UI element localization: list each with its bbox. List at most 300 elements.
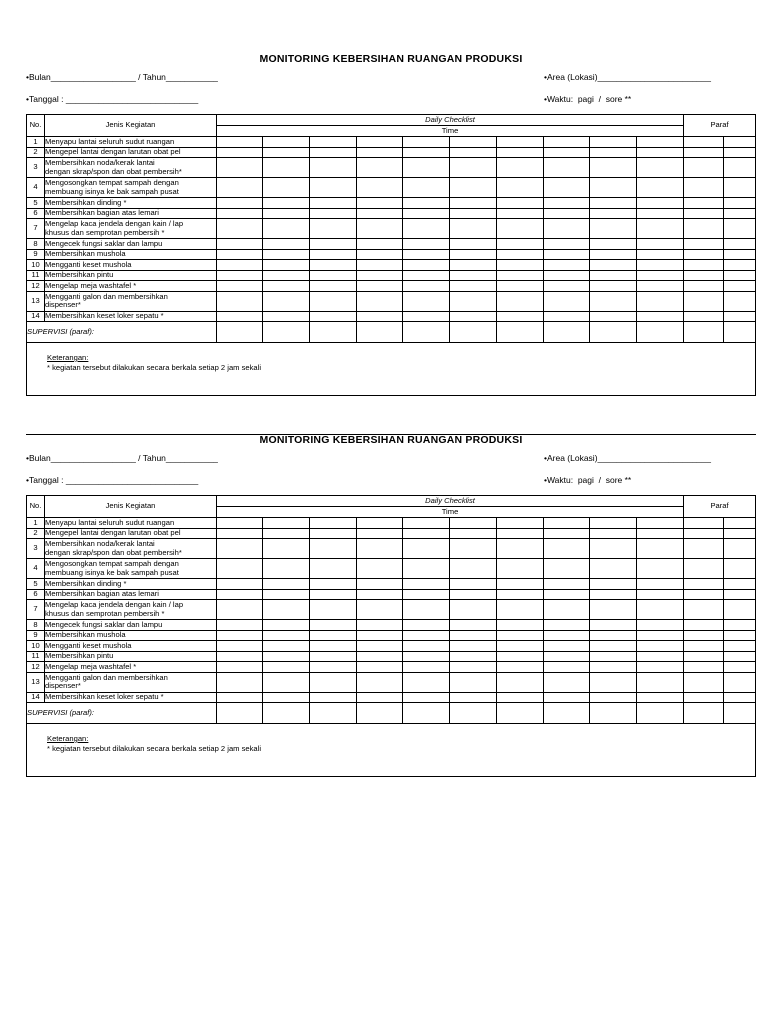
check-cell[interactable] xyxy=(450,528,497,539)
check-cell[interactable] xyxy=(357,518,403,529)
check-cell[interactable] xyxy=(544,589,590,600)
check-cell[interactable] xyxy=(403,559,450,579)
check-cell[interactable] xyxy=(544,692,590,703)
check-cell[interactable] xyxy=(590,249,637,260)
check-cell[interactable] xyxy=(357,620,403,631)
check-cell[interactable] xyxy=(357,198,403,209)
check-cell[interactable] xyxy=(403,311,450,322)
check-cell[interactable] xyxy=(310,662,357,673)
paraf-cell[interactable] xyxy=(684,692,724,703)
check-cell[interactable] xyxy=(637,260,684,271)
bulan-tahun-field[interactable]: •Bulan__________________ / Tahun___________ xyxy=(26,453,218,463)
check-cell[interactable] xyxy=(217,559,263,579)
check-cell[interactable] xyxy=(310,147,357,158)
check-cell[interactable] xyxy=(590,630,637,641)
check-cell[interactable] xyxy=(310,528,357,539)
check-cell[interactable] xyxy=(263,147,310,158)
check-cell[interactable] xyxy=(544,270,590,281)
check-cell[interactable] xyxy=(217,249,263,260)
check-cell[interactable] xyxy=(450,291,497,311)
check-cell[interactable] xyxy=(544,281,590,292)
check-cell[interactable] xyxy=(637,630,684,641)
check-cell[interactable] xyxy=(357,672,403,692)
check-cell[interactable] xyxy=(544,651,590,662)
check-cell[interactable] xyxy=(590,518,637,529)
paraf-cell[interactable] xyxy=(724,158,756,178)
check-cell[interactable] xyxy=(497,311,544,322)
check-cell[interactable] xyxy=(544,198,590,209)
supervisi-cell[interactable] xyxy=(637,322,684,343)
check-cell[interactable] xyxy=(217,147,263,158)
check-cell[interactable] xyxy=(263,270,310,281)
check-cell[interactable] xyxy=(217,158,263,178)
paraf-cell[interactable] xyxy=(724,641,756,652)
check-cell[interactable] xyxy=(637,662,684,673)
check-cell[interactable] xyxy=(357,270,403,281)
check-cell[interactable] xyxy=(357,291,403,311)
check-cell[interactable] xyxy=(637,651,684,662)
check-cell[interactable] xyxy=(403,147,450,158)
check-cell[interactable] xyxy=(263,589,310,600)
check-cell[interactable] xyxy=(590,528,637,539)
paraf-cell[interactable] xyxy=(684,158,724,178)
check-cell[interactable] xyxy=(450,198,497,209)
check-cell[interactable] xyxy=(357,311,403,322)
check-cell[interactable] xyxy=(497,178,544,198)
check-cell[interactable] xyxy=(590,137,637,148)
check-cell[interactable] xyxy=(217,219,263,239)
check-cell[interactable] xyxy=(217,178,263,198)
paraf-cell[interactable] xyxy=(724,219,756,239)
supervisi-cell[interactable] xyxy=(590,703,637,724)
check-cell[interactable] xyxy=(310,208,357,219)
check-cell[interactable] xyxy=(217,260,263,271)
supervisi-cell[interactable] xyxy=(357,703,403,724)
paraf-cell[interactable] xyxy=(724,249,756,260)
check-cell[interactable] xyxy=(450,662,497,673)
paraf-cell[interactable] xyxy=(684,600,724,620)
paraf-cell[interactable] xyxy=(684,672,724,692)
paraf-cell[interactable] xyxy=(724,651,756,662)
check-cell[interactable] xyxy=(450,630,497,641)
supervisi-cell[interactable] xyxy=(357,322,403,343)
check-cell[interactable] xyxy=(497,620,544,631)
check-cell[interactable] xyxy=(217,270,263,281)
paraf-cell[interactable] xyxy=(684,147,724,158)
check-cell[interactable] xyxy=(357,178,403,198)
check-cell[interactable] xyxy=(544,539,590,559)
paraf-cell[interactable] xyxy=(724,662,756,673)
supervisi-cell[interactable] xyxy=(590,322,637,343)
check-cell[interactable] xyxy=(263,137,310,148)
check-cell[interactable] xyxy=(544,249,590,260)
tanggal-field[interactable]: •Tanggal : ____________________________ xyxy=(26,94,199,104)
check-cell[interactable] xyxy=(310,559,357,579)
check-cell[interactable] xyxy=(310,600,357,620)
check-cell[interactable] xyxy=(357,208,403,219)
paraf-cell[interactable] xyxy=(724,600,756,620)
check-cell[interactable] xyxy=(497,589,544,600)
check-cell[interactable] xyxy=(263,260,310,271)
supervisi-cell[interactable] xyxy=(497,322,544,343)
check-cell[interactable] xyxy=(497,651,544,662)
check-cell[interactable] xyxy=(590,270,637,281)
check-cell[interactable] xyxy=(403,589,450,600)
check-cell[interactable] xyxy=(590,311,637,322)
check-cell[interactable] xyxy=(357,539,403,559)
check-cell[interactable] xyxy=(403,620,450,631)
check-cell[interactable] xyxy=(357,692,403,703)
tanggal-field[interactable]: •Tanggal : ____________________________ xyxy=(26,475,199,485)
supervisi-cell[interactable] xyxy=(217,322,263,343)
paraf-cell[interactable] xyxy=(724,579,756,590)
paraf-cell[interactable] xyxy=(684,178,724,198)
check-cell[interactable] xyxy=(590,239,637,250)
check-cell[interactable] xyxy=(590,219,637,239)
check-cell[interactable] xyxy=(590,672,637,692)
paraf-cell[interactable] xyxy=(684,662,724,673)
check-cell[interactable] xyxy=(217,137,263,148)
paraf-cell[interactable] xyxy=(724,147,756,158)
check-cell[interactable] xyxy=(637,281,684,292)
check-cell[interactable] xyxy=(263,208,310,219)
check-cell[interactable] xyxy=(450,692,497,703)
supervisi-cell[interactable] xyxy=(217,703,263,724)
check-cell[interactable] xyxy=(590,692,637,703)
paraf-cell[interactable] xyxy=(724,137,756,148)
paraf-cell[interactable] xyxy=(724,630,756,641)
check-cell[interactable] xyxy=(403,672,450,692)
check-cell[interactable] xyxy=(217,630,263,641)
check-cell[interactable] xyxy=(637,539,684,559)
check-cell[interactable] xyxy=(637,137,684,148)
check-cell[interactable] xyxy=(450,579,497,590)
area-lokasi-field[interactable]: •Area (Lokasi)________________________ xyxy=(544,72,711,82)
paraf-cell[interactable] xyxy=(684,137,724,148)
check-cell[interactable] xyxy=(310,198,357,209)
supervisi-cell[interactable] xyxy=(497,703,544,724)
check-cell[interactable] xyxy=(310,589,357,600)
check-cell[interactable] xyxy=(217,291,263,311)
check-cell[interactable] xyxy=(357,630,403,641)
check-cell[interactable] xyxy=(263,518,310,529)
check-cell[interactable] xyxy=(637,158,684,178)
check-cell[interactable] xyxy=(590,291,637,311)
check-cell[interactable] xyxy=(310,518,357,529)
check-cell[interactable] xyxy=(450,137,497,148)
check-cell[interactable] xyxy=(497,281,544,292)
paraf-cell[interactable] xyxy=(684,198,724,209)
paraf-cell[interactable] xyxy=(724,672,756,692)
check-cell[interactable] xyxy=(310,260,357,271)
check-cell[interactable] xyxy=(544,672,590,692)
check-cell[interactable] xyxy=(590,260,637,271)
check-cell[interactable] xyxy=(217,600,263,620)
paraf-cell[interactable] xyxy=(724,539,756,559)
check-cell[interactable] xyxy=(310,291,357,311)
paraf-cell[interactable] xyxy=(724,620,756,631)
check-cell[interactable] xyxy=(497,249,544,260)
check-cell[interactable] xyxy=(403,662,450,673)
check-cell[interactable] xyxy=(497,219,544,239)
check-cell[interactable] xyxy=(544,291,590,311)
supervisi-cell[interactable] xyxy=(403,322,450,343)
check-cell[interactable] xyxy=(310,281,357,292)
check-cell[interactable] xyxy=(310,672,357,692)
check-cell[interactable] xyxy=(357,260,403,271)
check-cell[interactable] xyxy=(403,641,450,652)
check-cell[interactable] xyxy=(637,249,684,260)
check-cell[interactable] xyxy=(357,158,403,178)
check-cell[interactable] xyxy=(403,630,450,641)
check-cell[interactable] xyxy=(403,158,450,178)
check-cell[interactable] xyxy=(590,178,637,198)
paraf-cell[interactable] xyxy=(724,589,756,600)
check-cell[interactable] xyxy=(217,672,263,692)
check-cell[interactable] xyxy=(450,260,497,271)
supervisi-cell[interactable] xyxy=(310,703,357,724)
check-cell[interactable] xyxy=(544,630,590,641)
check-cell[interactable] xyxy=(263,662,310,673)
check-cell[interactable] xyxy=(403,291,450,311)
check-cell[interactable] xyxy=(637,198,684,209)
check-cell[interactable] xyxy=(310,158,357,178)
supervisi-paraf-cell[interactable] xyxy=(724,322,756,343)
check-cell[interactable] xyxy=(403,208,450,219)
check-cell[interactable] xyxy=(497,147,544,158)
paraf-cell[interactable] xyxy=(724,311,756,322)
check-cell[interactable] xyxy=(544,147,590,158)
check-cell[interactable] xyxy=(263,600,310,620)
paraf-cell[interactable] xyxy=(684,291,724,311)
check-cell[interactable] xyxy=(497,198,544,209)
check-cell[interactable] xyxy=(310,270,357,281)
check-cell[interactable] xyxy=(403,270,450,281)
paraf-cell[interactable] xyxy=(724,528,756,539)
check-cell[interactable] xyxy=(497,630,544,641)
check-cell[interactable] xyxy=(590,589,637,600)
check-cell[interactable] xyxy=(497,672,544,692)
check-cell[interactable] xyxy=(263,559,310,579)
check-cell[interactable] xyxy=(450,281,497,292)
supervisi-cell[interactable] xyxy=(403,703,450,724)
check-cell[interactable] xyxy=(497,600,544,620)
check-cell[interactable] xyxy=(403,260,450,271)
paraf-cell[interactable] xyxy=(724,260,756,271)
check-cell[interactable] xyxy=(637,579,684,590)
check-cell[interactable] xyxy=(590,559,637,579)
check-cell[interactable] xyxy=(450,641,497,652)
check-cell[interactable] xyxy=(263,630,310,641)
check-cell[interactable] xyxy=(450,518,497,529)
paraf-cell[interactable] xyxy=(684,518,724,529)
check-cell[interactable] xyxy=(544,260,590,271)
check-cell[interactable] xyxy=(497,528,544,539)
check-cell[interactable] xyxy=(450,208,497,219)
supervisi-cell[interactable] xyxy=(544,703,590,724)
check-cell[interactable] xyxy=(590,579,637,590)
check-cell[interactable] xyxy=(450,539,497,559)
paraf-cell[interactable] xyxy=(724,178,756,198)
check-cell[interactable] xyxy=(357,589,403,600)
supervisi-cell[interactable] xyxy=(263,703,310,724)
check-cell[interactable] xyxy=(310,239,357,250)
check-cell[interactable] xyxy=(637,589,684,600)
check-cell[interactable] xyxy=(544,662,590,673)
check-cell[interactable] xyxy=(310,630,357,641)
check-cell[interactable] xyxy=(217,198,263,209)
supervisi-cell[interactable] xyxy=(450,703,497,724)
check-cell[interactable] xyxy=(590,641,637,652)
check-cell[interactable] xyxy=(263,651,310,662)
check-cell[interactable] xyxy=(263,198,310,209)
check-cell[interactable] xyxy=(217,281,263,292)
check-cell[interactable] xyxy=(450,270,497,281)
check-cell[interactable] xyxy=(357,281,403,292)
check-cell[interactable] xyxy=(357,239,403,250)
check-cell[interactable] xyxy=(590,147,637,158)
check-cell[interactable] xyxy=(497,662,544,673)
check-cell[interactable] xyxy=(310,178,357,198)
check-cell[interactable] xyxy=(637,528,684,539)
check-cell[interactable] xyxy=(450,158,497,178)
check-cell[interactable] xyxy=(310,579,357,590)
check-cell[interactable] xyxy=(544,311,590,322)
paraf-cell[interactable] xyxy=(684,559,724,579)
check-cell[interactable] xyxy=(310,651,357,662)
check-cell[interactable] xyxy=(497,260,544,271)
check-cell[interactable] xyxy=(450,147,497,158)
check-cell[interactable] xyxy=(590,281,637,292)
check-cell[interactable] xyxy=(357,641,403,652)
check-cell[interactable] xyxy=(357,579,403,590)
supervisi-cell[interactable] xyxy=(544,322,590,343)
paraf-cell[interactable] xyxy=(684,539,724,559)
paraf-cell[interactable] xyxy=(724,518,756,529)
check-cell[interactable] xyxy=(357,137,403,148)
check-cell[interactable] xyxy=(637,692,684,703)
bulan-tahun-field[interactable]: •Bulan__________________ / Tahun___________ xyxy=(26,72,218,82)
check-cell[interactable] xyxy=(357,559,403,579)
check-cell[interactable] xyxy=(637,147,684,158)
paraf-cell[interactable] xyxy=(724,559,756,579)
check-cell[interactable] xyxy=(637,518,684,529)
paraf-cell[interactable] xyxy=(684,208,724,219)
paraf-cell[interactable] xyxy=(724,208,756,219)
check-cell[interactable] xyxy=(637,600,684,620)
check-cell[interactable] xyxy=(450,589,497,600)
check-cell[interactable] xyxy=(357,662,403,673)
paraf-cell[interactable] xyxy=(684,311,724,322)
check-cell[interactable] xyxy=(217,311,263,322)
paraf-cell[interactable] xyxy=(684,219,724,239)
paraf-cell[interactable] xyxy=(684,281,724,292)
check-cell[interactable] xyxy=(403,518,450,529)
check-cell[interactable] xyxy=(544,579,590,590)
check-cell[interactable] xyxy=(310,539,357,559)
check-cell[interactable] xyxy=(217,662,263,673)
check-cell[interactable] xyxy=(217,641,263,652)
paraf-cell[interactable] xyxy=(724,239,756,250)
check-cell[interactable] xyxy=(263,178,310,198)
check-cell[interactable] xyxy=(544,178,590,198)
supervisi-cell[interactable] xyxy=(310,322,357,343)
check-cell[interactable] xyxy=(450,620,497,631)
check-cell[interactable] xyxy=(450,219,497,239)
paraf-cell[interactable] xyxy=(684,630,724,641)
check-cell[interactable] xyxy=(217,539,263,559)
paraf-cell[interactable] xyxy=(724,281,756,292)
check-cell[interactable] xyxy=(263,158,310,178)
check-cell[interactable] xyxy=(217,528,263,539)
check-cell[interactable] xyxy=(263,249,310,260)
check-cell[interactable] xyxy=(403,651,450,662)
check-cell[interactable] xyxy=(403,692,450,703)
check-cell[interactable] xyxy=(310,249,357,260)
check-cell[interactable] xyxy=(403,239,450,250)
check-cell[interactable] xyxy=(590,539,637,559)
check-cell[interactable] xyxy=(263,641,310,652)
check-cell[interactable] xyxy=(497,208,544,219)
check-cell[interactable] xyxy=(544,158,590,178)
check-cell[interactable] xyxy=(263,539,310,559)
check-cell[interactable] xyxy=(217,692,263,703)
supervisi-paraf-cell[interactable] xyxy=(684,322,724,343)
check-cell[interactable] xyxy=(310,692,357,703)
check-cell[interactable] xyxy=(544,620,590,631)
check-cell[interactable] xyxy=(217,518,263,529)
paraf-cell[interactable] xyxy=(724,270,756,281)
paraf-cell[interactable] xyxy=(684,239,724,250)
check-cell[interactable] xyxy=(637,559,684,579)
check-cell[interactable] xyxy=(217,239,263,250)
check-cell[interactable] xyxy=(497,158,544,178)
check-cell[interactable] xyxy=(590,600,637,620)
check-cell[interactable] xyxy=(590,620,637,631)
paraf-cell[interactable] xyxy=(684,620,724,631)
check-cell[interactable] xyxy=(357,600,403,620)
check-cell[interactable] xyxy=(544,528,590,539)
check-cell[interactable] xyxy=(310,620,357,631)
check-cell[interactable] xyxy=(637,219,684,239)
check-cell[interactable] xyxy=(403,178,450,198)
supervisi-cell[interactable] xyxy=(263,322,310,343)
check-cell[interactable] xyxy=(637,620,684,631)
check-cell[interactable] xyxy=(450,239,497,250)
check-cell[interactable] xyxy=(217,589,263,600)
check-cell[interactable] xyxy=(450,651,497,662)
check-cell[interactable] xyxy=(450,311,497,322)
check-cell[interactable] xyxy=(263,291,310,311)
check-cell[interactable] xyxy=(450,672,497,692)
check-cell[interactable] xyxy=(263,672,310,692)
check-cell[interactable] xyxy=(310,311,357,322)
check-cell[interactable] xyxy=(403,579,450,590)
check-cell[interactable] xyxy=(263,692,310,703)
check-cell[interactable] xyxy=(637,672,684,692)
check-cell[interactable] xyxy=(403,219,450,239)
waktu-field[interactable]: •Waktu: pagi / sore ** xyxy=(544,94,632,104)
paraf-cell[interactable] xyxy=(684,260,724,271)
check-cell[interactable] xyxy=(450,559,497,579)
check-cell[interactable] xyxy=(403,528,450,539)
check-cell[interactable] xyxy=(263,239,310,250)
check-cell[interactable] xyxy=(217,208,263,219)
supervisi-cell[interactable] xyxy=(450,322,497,343)
check-cell[interactable] xyxy=(497,692,544,703)
check-cell[interactable] xyxy=(357,249,403,260)
check-cell[interactable] xyxy=(263,311,310,322)
